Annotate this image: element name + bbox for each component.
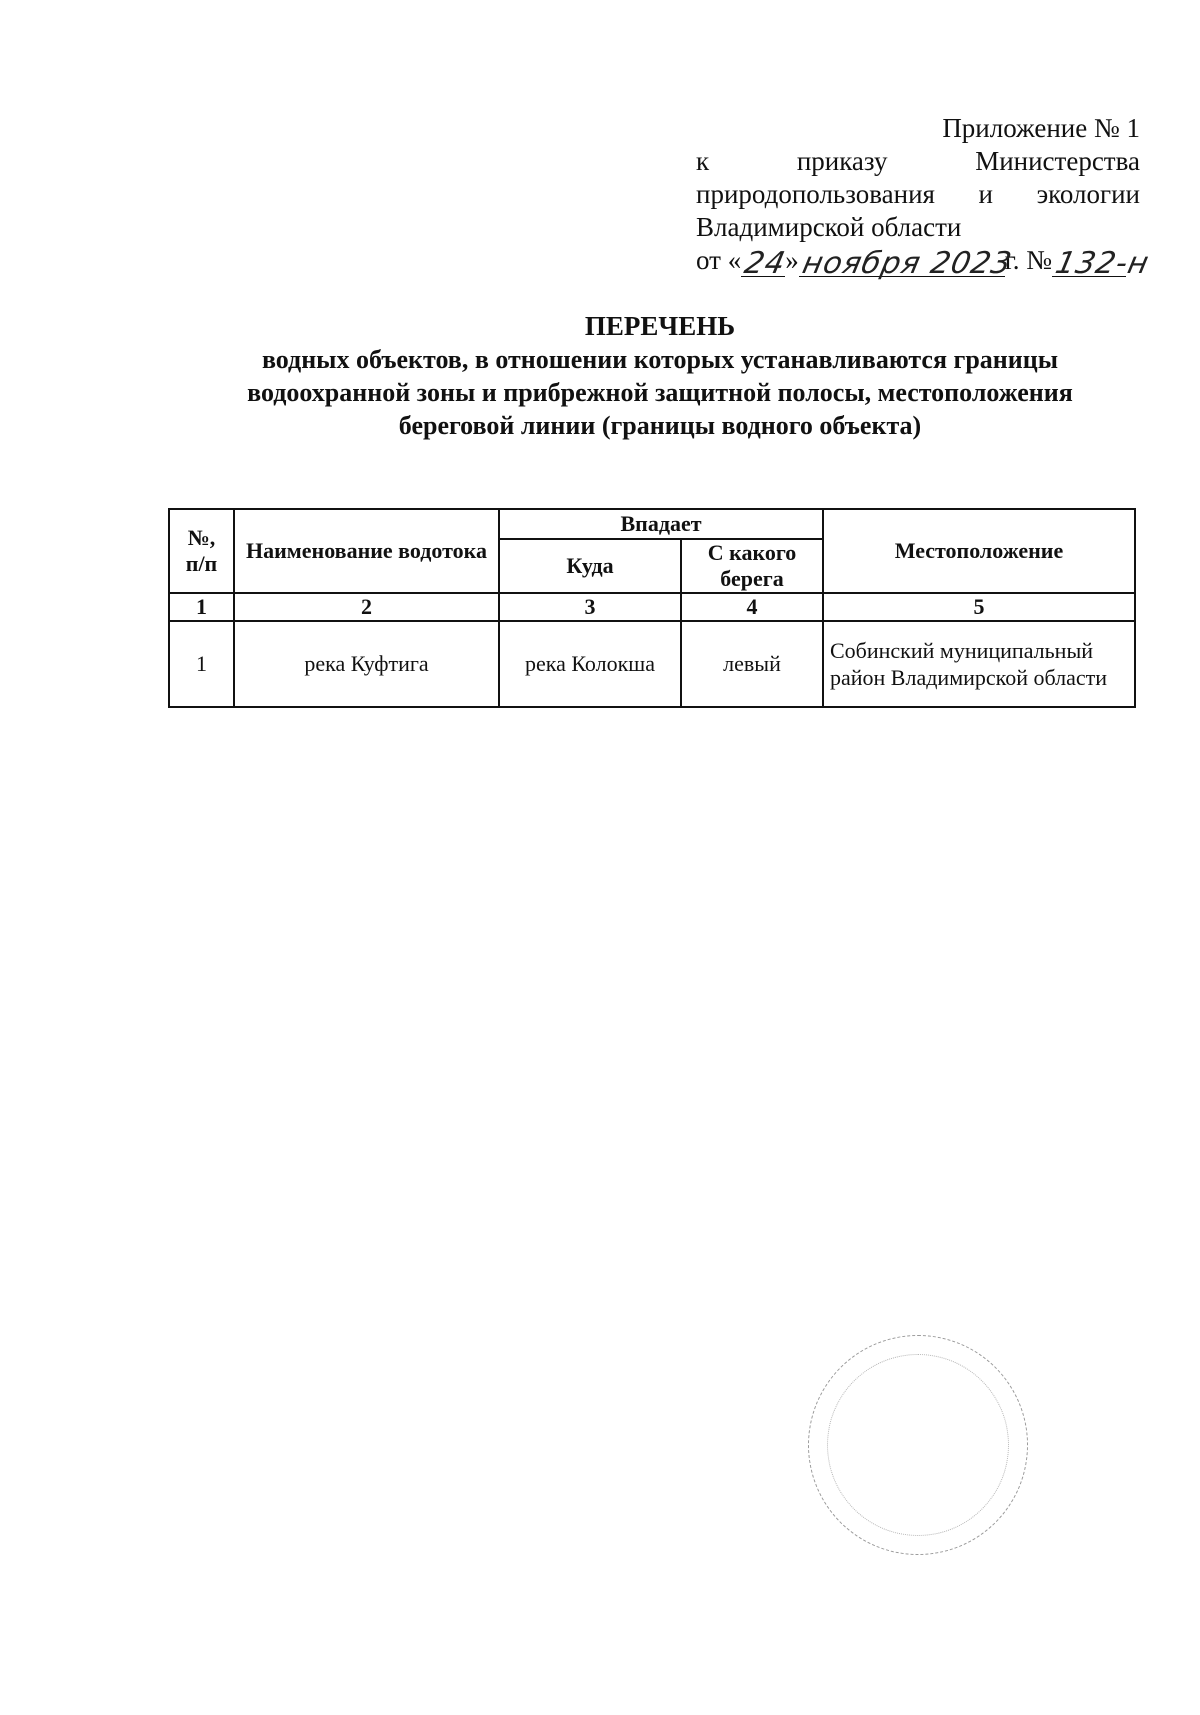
index-cell: 5 <box>823 593 1135 621</box>
appendix-line-2 <box>696 145 1140 178</box>
cell-bank: левый <box>681 621 823 707</box>
handwritten-number: 132-н <box>1052 246 1153 281</box>
header-number: №, п/п <box>169 509 234 593</box>
appendix-line-3 <box>696 178 1140 211</box>
appendix-header <box>696 112 1153 281</box>
appendix-line-4: Владимирской области <box>696 212 962 242</box>
number-field <box>1052 246 1153 281</box>
word: природопользования <box>696 179 935 209</box>
date-prefix: от « <box>696 245 742 275</box>
header-location: Местоположение <box>823 509 1135 593</box>
header-flows-into: Впадает <box>499 509 823 539</box>
handwritten-day: 24 <box>741 246 790 281</box>
title-line-1: водных объектов, в отношении которых устанавливаются границы <box>261 345 1059 374</box>
header-where: Куда <box>499 539 681 593</box>
water-objects-table <box>168 508 1136 708</box>
month-year-field <box>798 246 1015 281</box>
header-name: Наименование водотока <box>234 509 499 593</box>
title-line-2: водоохранной зоны и прибрежной защитной полосы, местоположения <box>247 378 1073 407</box>
cell-name: река Куфтига <box>234 621 499 707</box>
index-cell: 4 <box>681 593 823 621</box>
index-cell: 3 <box>499 593 681 621</box>
appendix-number: Приложение № 1 <box>942 113 1140 143</box>
cell-where: река Колокша <box>499 621 681 707</box>
year-suffix: г. № <box>1004 245 1052 275</box>
word: экологии <box>1036 179 1140 209</box>
index-cell: 1 <box>169 593 234 621</box>
title-line-3: береговой линии (границы водного объекта) <box>398 411 922 440</box>
handwritten-month-year: ноября 2023 <box>798 246 1015 281</box>
header-bank: С какого берега <box>681 539 823 593</box>
date-close: » <box>785 245 799 275</box>
word: и <box>978 179 993 209</box>
document-title <box>160 310 1160 442</box>
word: Министерства <box>975 146 1140 176</box>
index-cell: 2 <box>234 593 499 621</box>
official-seal-stamp <box>808 1335 1028 1555</box>
day-field <box>741 246 790 281</box>
table-row <box>169 621 1135 707</box>
cell-location: Собинский муниципальный район Владимирской области <box>823 621 1135 707</box>
cell-number: 1 <box>169 621 234 707</box>
word: к <box>696 146 710 176</box>
order-date-line <box>696 244 1153 281</box>
word: приказу <box>796 146 888 176</box>
seal-inner-ring <box>827 1354 1009 1536</box>
title-heading: ПЕРЕЧЕНЬ <box>584 311 736 341</box>
